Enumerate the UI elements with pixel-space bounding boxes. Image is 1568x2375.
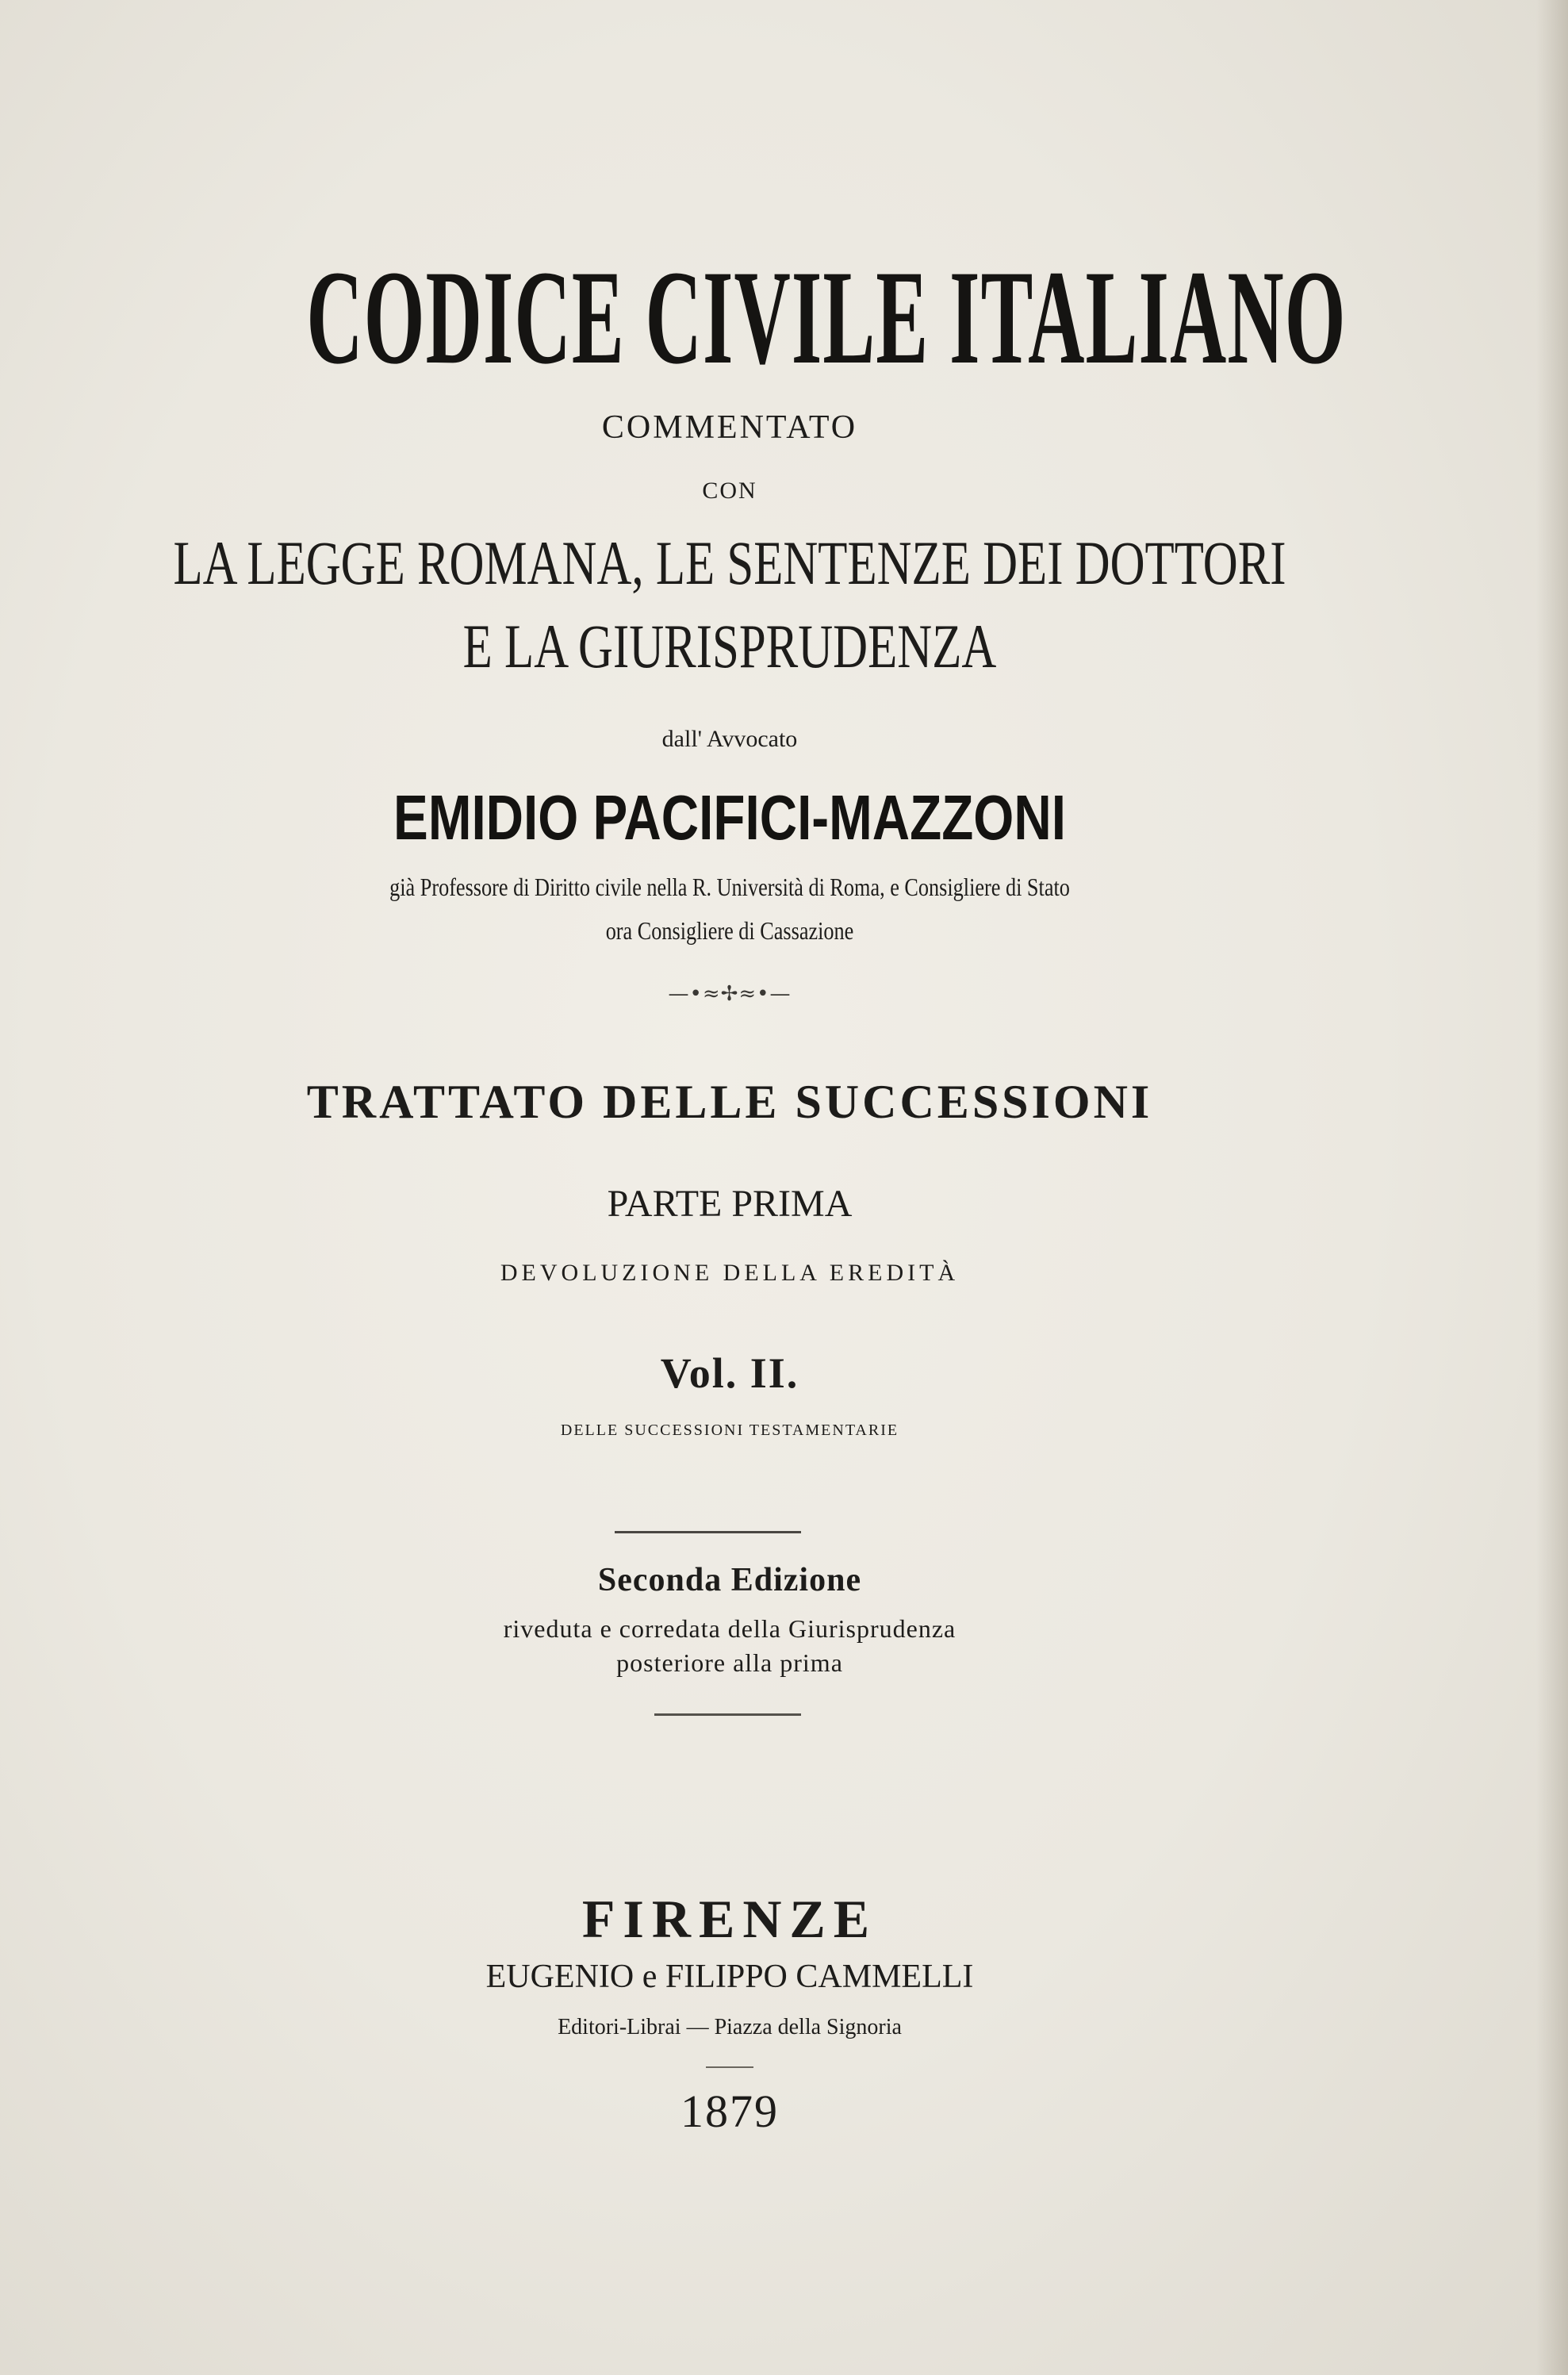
ornament-divider-icon: —•≈✢≈•— xyxy=(668,982,792,1006)
page-edge-shadow xyxy=(1536,0,1568,2375)
publisher-name: EUGENIO e FILIPPO CAMMELLI xyxy=(485,1959,974,1995)
author-credentials-1: già Professore di Diritto civile nella R. Università di Roma, e Consigliere di Stato xyxy=(389,873,1070,901)
publisher-address: Editori-Librai — Piazza della Signoria xyxy=(558,2015,902,2039)
treatise-title: TRATTATO DELLE SUCCESSIONI xyxy=(306,1076,1153,1128)
con-label: CON xyxy=(702,478,757,504)
edition-label: Seconda Edizione xyxy=(597,1562,862,1598)
edition-note-1: riveduta e corredata della Giurisprudenza xyxy=(503,1614,957,1643)
by-line: dall' Avvocato xyxy=(661,726,798,752)
subtitle-line-2: E LA GIURISPRUDENZA xyxy=(462,612,997,681)
part-title: PARTE PRIMA xyxy=(607,1183,853,1225)
publication-year: 1879 xyxy=(680,2085,779,2137)
imprint-city: FIRENZE xyxy=(581,1889,878,1949)
part-subtitle: DEVOLUZIONE DELLA EREDITÀ xyxy=(500,1260,960,1286)
commentato-label: COMMENTATO xyxy=(601,409,858,446)
volume-number: Vol. II. xyxy=(660,1349,799,1397)
subtitle-line-1: LA LEGGE ROMANA, LE SENTENZE DEI DOTTORI xyxy=(173,528,1286,597)
divider-rule xyxy=(615,1531,801,1533)
edition-note-2: posteriore alla prima xyxy=(616,1648,843,1677)
author-name: EMIDIO PACIFICI-MAZZONI xyxy=(393,782,1066,853)
main-title: CODICE CIVILE ITALIANO xyxy=(306,243,1347,392)
author-credentials-2: ora Consigliere di Cassazione xyxy=(605,916,854,945)
divider-rule xyxy=(706,2066,753,2068)
volume-subtitle: DELLE SUCCESSIONI TESTAMENTARIE xyxy=(560,1422,899,1439)
divider-rule xyxy=(654,1713,801,1716)
